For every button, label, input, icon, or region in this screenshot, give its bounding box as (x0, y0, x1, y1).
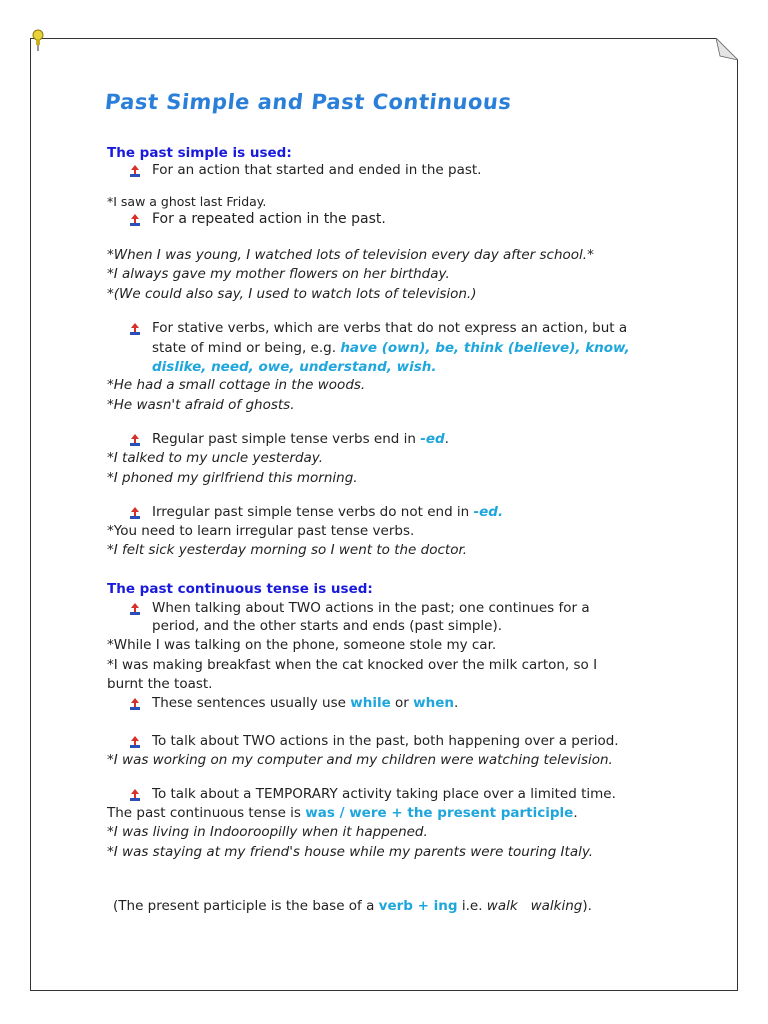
example-text: *I phoned my girlfriend this morning. (107, 470, 358, 486)
arrow-bullet-icon (129, 165, 141, 177)
example-text: *When I was young, I watched lots of television every day after school.* (107, 247, 594, 263)
footnote-text: (The present participle is the base of a verb + ing i.e. walk walking). (113, 898, 592, 914)
example-text: *I talked to my uncle yesterday. (107, 450, 324, 466)
arrow-bullet-icon (129, 698, 141, 710)
pushpin-icon (30, 28, 46, 52)
section-heading-past-simple: The past simple is used: (107, 145, 292, 161)
bullet-text: For an action that started and ended in the past. (152, 162, 482, 178)
arrow-bullet-icon (129, 214, 141, 226)
example-text: *I was working on my computer and my children were watching television. (107, 752, 613, 768)
example-text: *I felt sick yesterday morning so I went to the doctor. (107, 542, 468, 558)
arrow-bullet-icon (129, 789, 141, 801)
example-text: *While I was talking on the phone, someone stole my car. (107, 637, 497, 653)
bullet-text: For a repeated action in the past. (152, 211, 386, 227)
bullet-text: To talk about TWO actions in the past, both happening over a period. (152, 733, 619, 749)
example-text: *I was staying at my friend's house while my parents were touring Italy. (107, 844, 594, 860)
arrow-bullet-icon (129, 736, 141, 748)
example-text: *You need to learn irregular past tense verbs. (107, 523, 415, 539)
arrow-bullet-icon (129, 434, 141, 446)
arrow-bullet-icon (129, 507, 141, 519)
arrow-bullet-icon (129, 323, 141, 335)
page-title: Past Simple and Past Continuous (103, 90, 513, 114)
section-heading-past-continuous: The past continuous tense is used: (107, 581, 373, 597)
example-text: burnt the toast. (107, 676, 213, 692)
bullet-text: These sentences usually use while or when. (152, 695, 459, 711)
example-text: *I always gave my mother flowers on her birthday. (107, 266, 450, 282)
formula-text: The past continuous tense is was / were + the present participle. (107, 805, 578, 821)
bullet-text: Regular past simple tense verbs end in -ed. (152, 431, 449, 447)
bullet-highlight: dislike, need, owe, understand, wish. (152, 359, 437, 375)
example-text: *(We could also say, I used to watch lots of television.) (107, 286, 477, 302)
bullet-text: When talking about TWO actions in the past; one continues for a (152, 600, 590, 616)
example-text: *I saw a ghost last Friday. (107, 194, 267, 209)
bullet-text: state of mind or being, e.g. have (own), be, think (believe), know, (152, 340, 630, 356)
example-text: *He had a small cottage in the woods. (107, 377, 366, 393)
example-text: *He wasn't afraid of ghosts. (107, 397, 295, 413)
page-fold-corner (716, 38, 738, 60)
bullet-text: Irregular past simple tense verbs do not end in -ed. (152, 504, 504, 520)
example-text: *I was making breakfast when the cat knocked over the milk carton, so I (107, 657, 598, 673)
bullet-text: To talk about a TEMPORARY activity taking place over a limited time. (152, 786, 616, 802)
example-text: *I was living in Indooroopilly when it happened. (107, 824, 428, 840)
bullet-text: period, and the other starts and ends (past simple). (152, 618, 503, 634)
arrow-bullet-icon (129, 603, 141, 615)
bullet-text: For stative verbs, which are verbs that do not express an action, but a (152, 320, 628, 336)
